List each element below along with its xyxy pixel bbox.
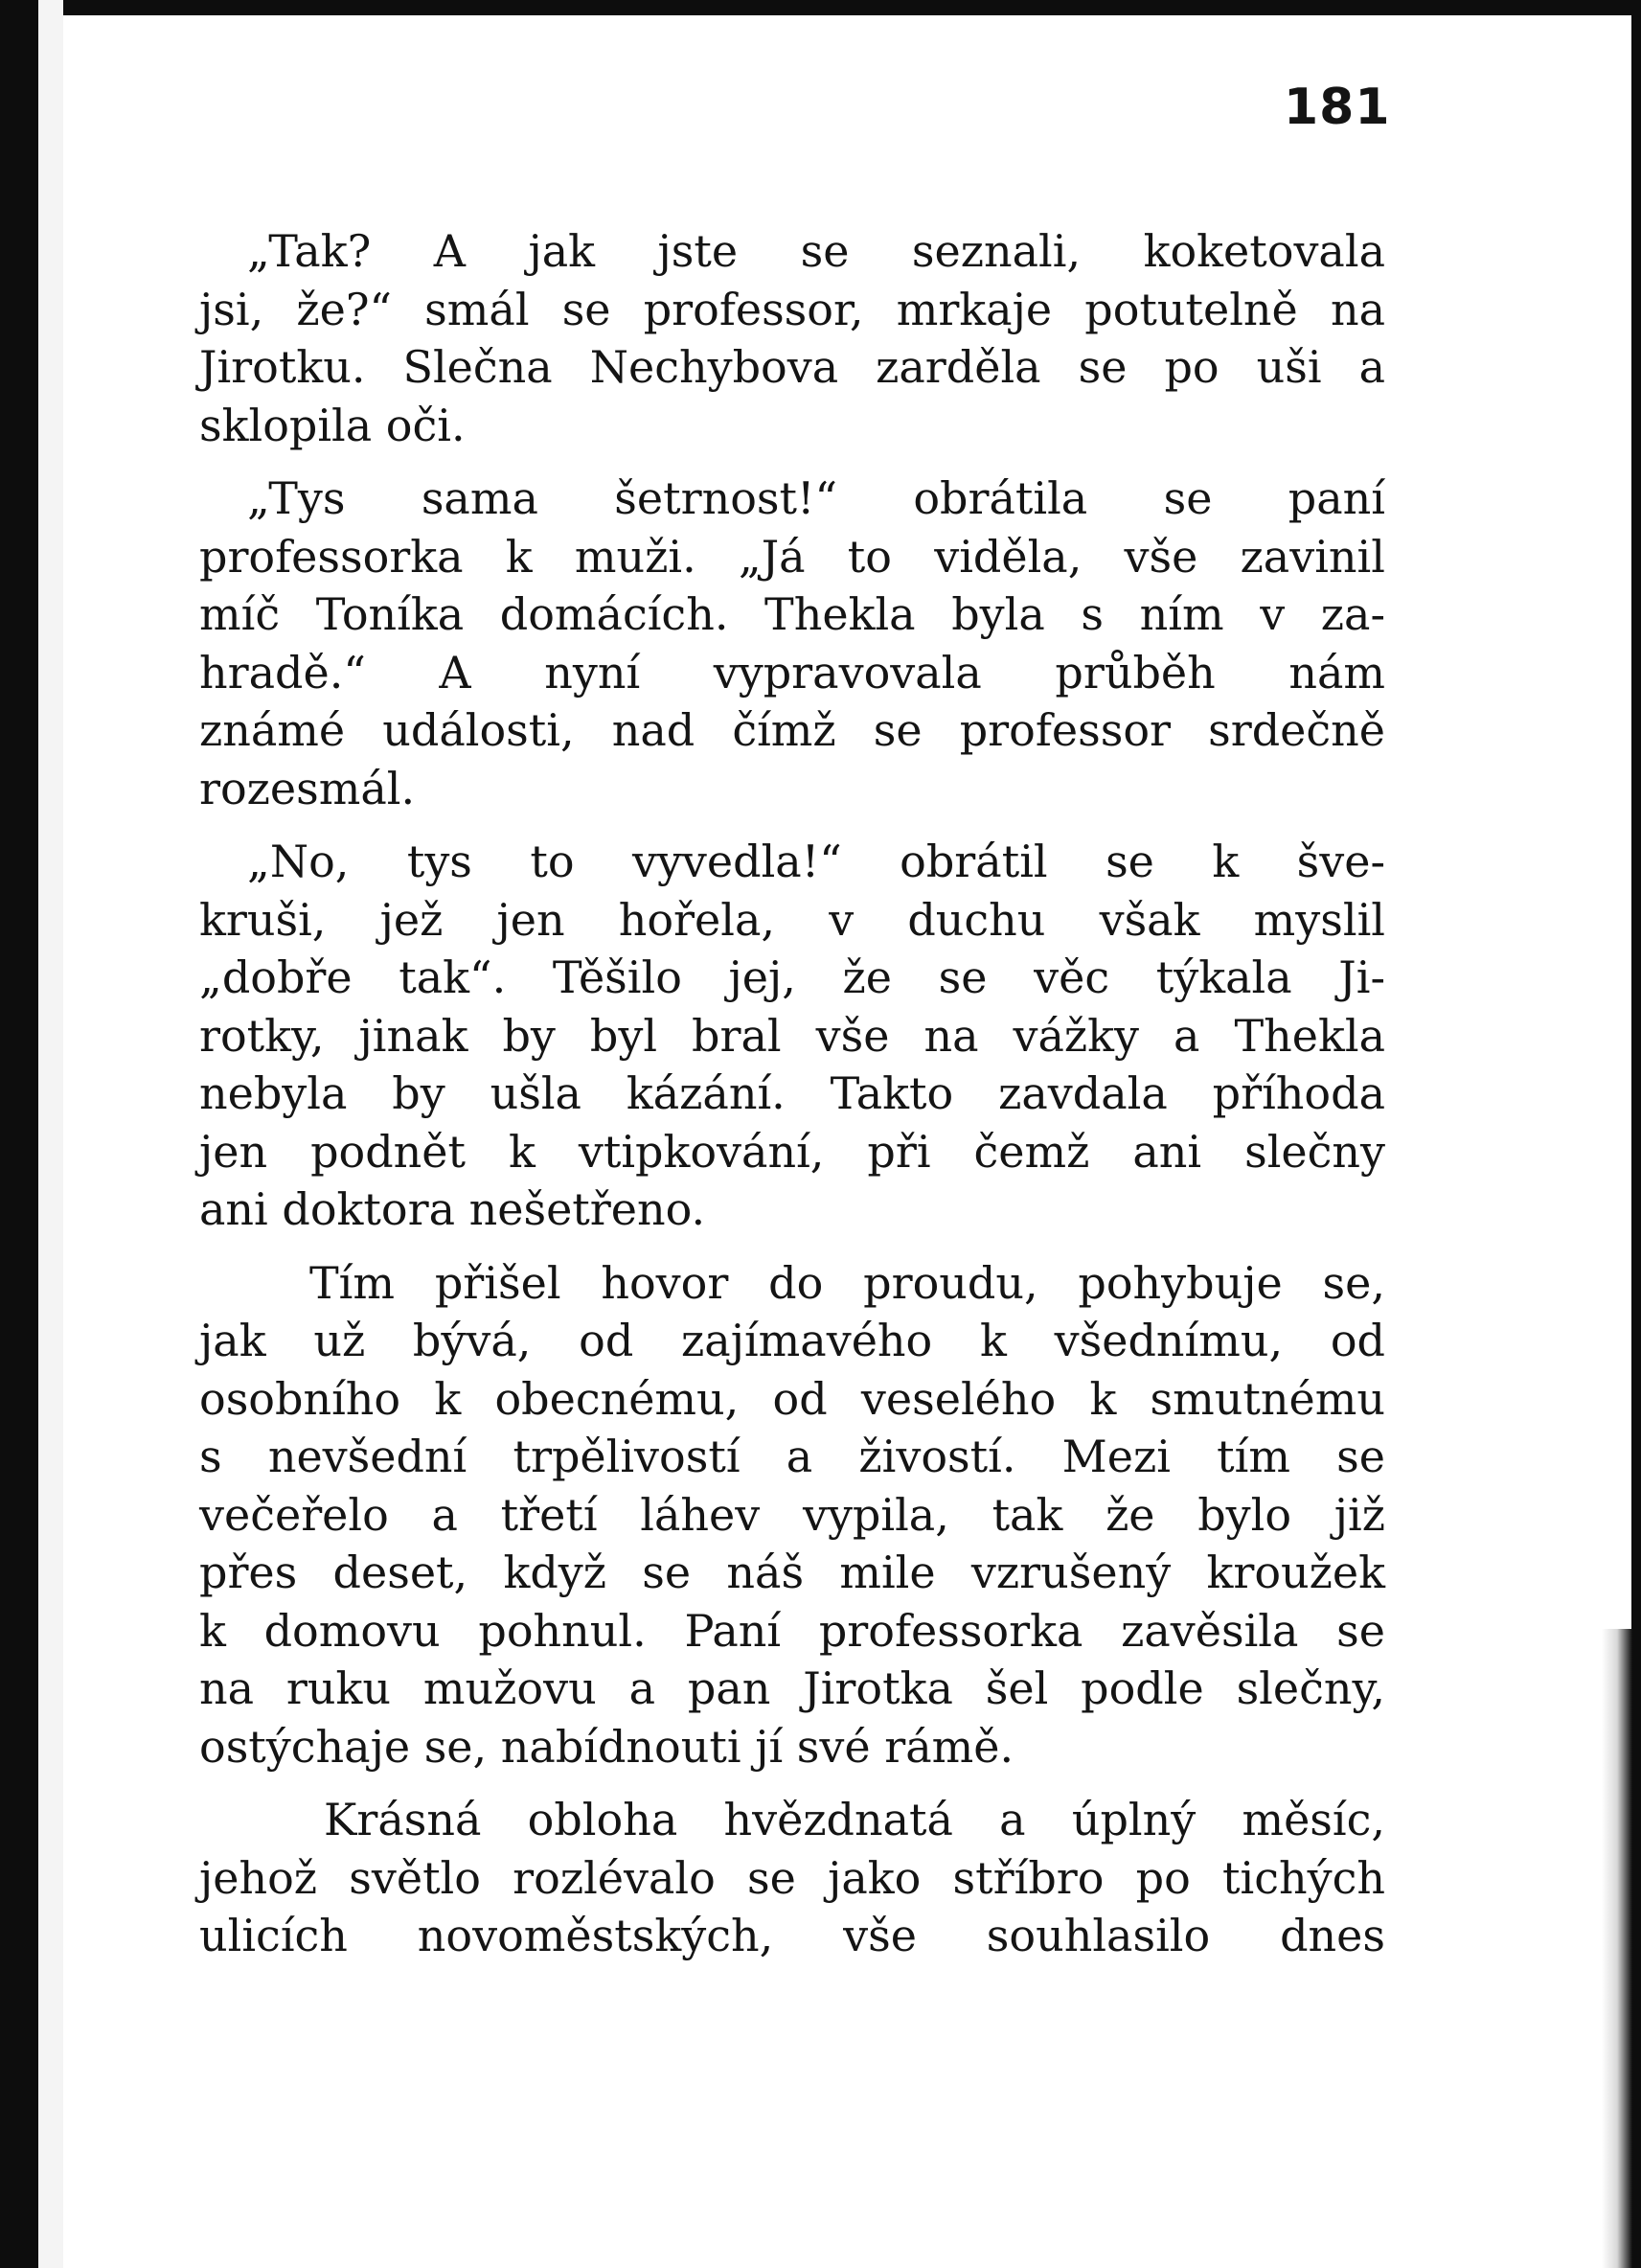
scan-edge-shadow bbox=[1602, 1629, 1632, 2268]
text-line: „No, tys to vyvedla!“ obrátil se k šve- bbox=[247, 836, 1385, 887]
scan-border-right bbox=[1631, 0, 1641, 2268]
text-line: přes deset, když se náš mile vzrušený kroužek bbox=[199, 1546, 1385, 1598]
text-line: jak už bývá, od zajímavého k všednímu, od bbox=[199, 1315, 1385, 1366]
text-line: jehož světlo rozlévalo se jako stříbro po tichých bbox=[199, 1851, 1385, 1904]
text-line: rozesmál. bbox=[199, 762, 416, 814]
paragraph-gap bbox=[199, 454, 1385, 470]
text-line: Tím přišel hovor do proudu, pohybuje se, bbox=[309, 1256, 1385, 1309]
text-line: Jirotku. Slečna Nechybova zarděla se po uši a bbox=[199, 341, 1385, 393]
text-line: Krásná obloha hvězdnatá a úplný měsíc, bbox=[324, 1794, 1385, 1845]
text-line: kruši, jež jen hořela, v duchu však myslil bbox=[199, 893, 1385, 946]
text-line: jsi, že?“ smál se professor, mrkaje potutelně na bbox=[199, 283, 1385, 335]
paragraph-gap bbox=[199, 1775, 1385, 1791]
text-line: jen podnět k vtipkování, při čemž ani slečny bbox=[199, 1125, 1385, 1178]
paragraph-gap bbox=[199, 1239, 1385, 1254]
text-line: sklopila oči. bbox=[199, 399, 466, 451]
paragraph bbox=[199, 1791, 1385, 1965]
text-line: professorka k muži. „Já to viděla, vše zavinil bbox=[199, 530, 1385, 583]
paragraph bbox=[199, 222, 1385, 454]
text-line: nebyla by ušla kázání. Takto zavdala příhoda bbox=[199, 1067, 1385, 1119]
scan-border-left bbox=[0, 0, 38, 2268]
page-number: 181 bbox=[1284, 79, 1391, 136]
text-line: „dobře tak“. Těšilo jej, že se věc týkala Ji- bbox=[199, 951, 1385, 1003]
text-line: na ruku mužovu a pan Jirotka šel podle slečny, bbox=[199, 1662, 1385, 1714]
text-line: ani doktora nešetřeno. bbox=[199, 1183, 706, 1235]
paragraph bbox=[199, 833, 1385, 1239]
text-line: ulicích novoměstských, vše souhlasilo dnes bbox=[199, 1910, 1385, 1961]
text-line: rotky, jinak by byl bral vše na vážky a Thekla bbox=[199, 1009, 1385, 1062]
text-line: míč Toníka domácích. Thekla byla s ním v za- bbox=[199, 588, 1385, 640]
text-line: ostýchaje se, nabídnouti jí své rámě. bbox=[199, 1720, 1014, 1773]
text-line: „Tak? A jak jste se seznali, koketovala bbox=[247, 225, 1385, 277]
text-line: osobního k obecnému, od veselého k smutnému bbox=[199, 1372, 1385, 1425]
text-line: k domovu pohnul. Paní professorka zavěsila se bbox=[199, 1604, 1385, 1657]
paragraph bbox=[199, 1254, 1385, 1776]
scan-border-top bbox=[0, 0, 1641, 15]
paragraph bbox=[199, 470, 1385, 817]
paragraph-gap bbox=[199, 817, 1385, 833]
text-line: „Tys sama šetrnost!“ obrátila se paní bbox=[247, 472, 1385, 524]
text-line: známé události, nad čímž se professor srdečně bbox=[199, 704, 1385, 756]
text-line: večeřelo a třetí láhev vypila, tak že bylo již bbox=[199, 1488, 1385, 1541]
body-text bbox=[199, 222, 1385, 1965]
text-line: hradě.“ A nyní vypravovala průběh nám bbox=[199, 646, 1385, 699]
text-line: s nevšední trpělivostí a živostí. Mezi tím se bbox=[199, 1431, 1385, 1482]
scan-margin-left bbox=[38, 0, 63, 2268]
